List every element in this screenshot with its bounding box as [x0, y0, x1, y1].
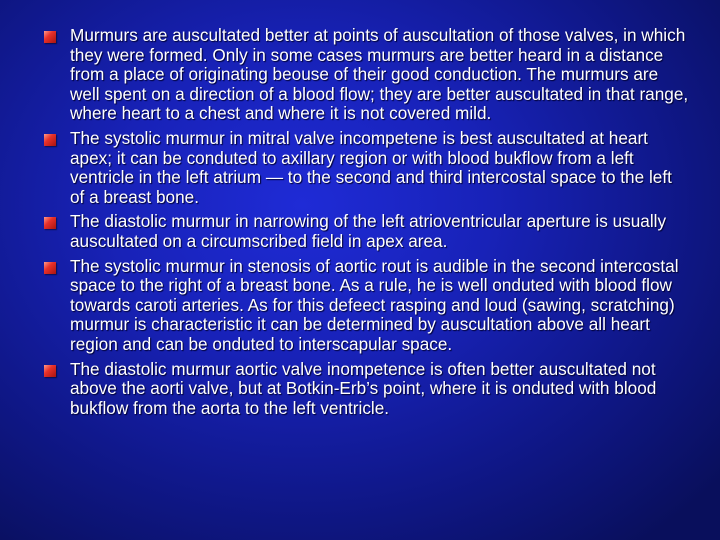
- bullet-item-5: [40, 360, 690, 419]
- bullet-text: The diastolic murmur aortic valve inompetence is often better auscultated not above the aorti valve, but at Botkin-Erb’s point, where it is onduted with blood bukflow from the aorta to the left ventricle.: [70, 358, 657, 418]
- bullet-list: [40, 26, 690, 423]
- bullet-item-3: [40, 212, 690, 251]
- bullet-item-4: [40, 257, 690, 355]
- square-bullet-icon: [44, 31, 56, 43]
- square-bullet-icon: [44, 262, 56, 274]
- bullet-item-2: [40, 129, 690, 207]
- square-bullet-icon: [44, 134, 56, 146]
- bullet-text: The systolic murmur in stenosis of aortic rout is audible in the second intercostal space to the right of a breast bone. As a rule, he is well onduted with blood flow towards caroti arteries. As for this defeect rasping and loud (sawing, scratching) murmur is characteristic it can be determined by auscultation above all heart region and can be onduted to interscapular space.: [70, 255, 679, 354]
- bullet-item-1: [40, 26, 690, 124]
- bullet-text: Murmurs are auscultated better at points of auscultation of those valves, in which they were formed. Only in some cases murmurs are better heard in a distance from a place of originating beouse of their good conduction. The murmurs are well spent on a direction of a blood flow; they are better auscultated in that range, where heart to a chest and where it is not covered mild.: [70, 25, 689, 124]
- square-bullet-icon: [44, 365, 56, 377]
- bullet-text: The diastolic murmur in narrowing of the left atrioventricular aperture is usually auscultated on a circumscribed field in apex area.: [70, 211, 667, 251]
- square-bullet-icon: [44, 217, 56, 229]
- bullet-text: The systolic murmur in mitral valve incompetene is best auscultated at heart apex; it can be conduted to axillary region or with blood bukflow from a left ventricle in the left atrium — to the second and third intercostal space to the left of a breast bone.: [70, 127, 672, 207]
